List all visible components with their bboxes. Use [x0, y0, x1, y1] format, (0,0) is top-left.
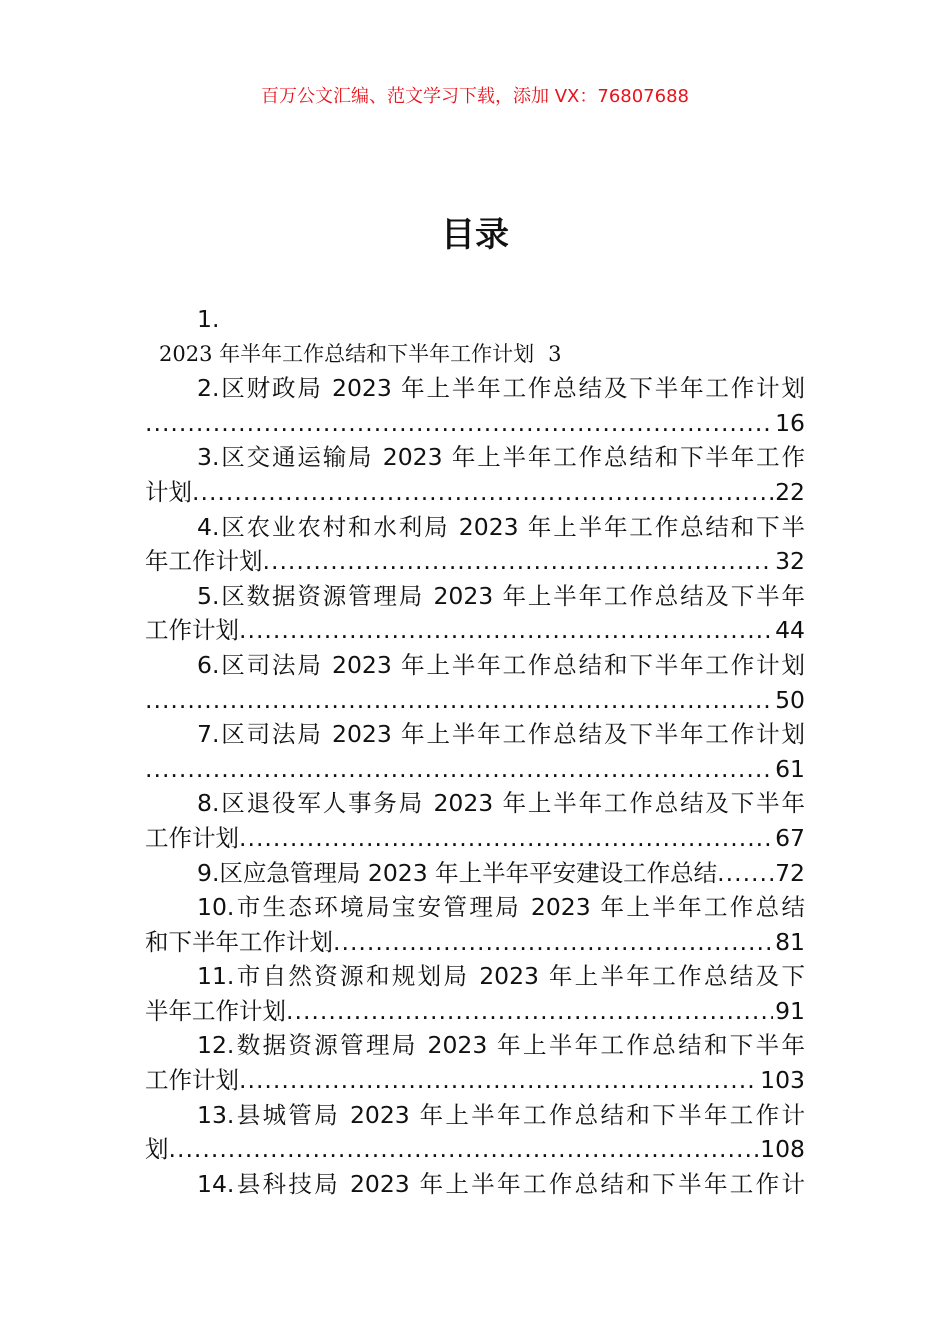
toc-entry-3-page: 22 — [775, 477, 805, 506]
toc-entry-11-dot-leader — [286, 994, 773, 1029]
toc-entry-10-title-line[interactable] — [145, 890, 805, 925]
toc-entry-3-leader-line[interactable] — [145, 475, 805, 510]
toc-entry-10-page: 81 — [775, 927, 805, 956]
toc-entry-8-dot-leader — [239, 821, 773, 856]
toc-entry-7-page: 61 — [775, 754, 805, 783]
toc-entry-12-leader-line[interactable] — [145, 1063, 805, 1098]
toc-entry-12-title: 12.数据资源管理局 2023 年上半年工作总结和下半年 — [197, 1031, 805, 1060]
toc-entry-14-title: 14.县科技局 2023 年上半年工作总结和下半年工作计 — [197, 1169, 805, 1198]
toc-entry-11-leader-line[interactable] — [145, 994, 805, 1029]
toc-entry-7-leader-line[interactable] — [145, 752, 805, 787]
toc-entry-6-leader-line[interactable] — [145, 683, 805, 718]
toc-entry-11-title-line[interactable] — [145, 959, 805, 994]
toc-entry-7-title-line[interactable] — [145, 717, 805, 752]
toc-entry-2-leader-line[interactable] — [145, 406, 805, 441]
header-watermark-text: 百万公文汇编、范文学习下载，添加 VX：76807688 — [261, 86, 689, 107]
toc-entry-2-title: 2.区财政局 2023 年上半年工作总结及下半年工作计划 — [197, 374, 805, 403]
toc-entry-13-dot-leader — [169, 1132, 759, 1167]
toc-entry-13-page: 108 — [760, 1135, 805, 1164]
toc-entry-1-number: 1. — [197, 305, 220, 333]
toc-entry-1-line[interactable] — [145, 337, 805, 372]
toc-entry-2-title-line[interactable] — [145, 371, 805, 406]
toc-entry-5-dot-leader — [239, 613, 773, 648]
toc-entry-5-page: 44 — [775, 616, 805, 645]
toc-entry-4-title-cont: 年工作计划 — [145, 547, 263, 576]
page-title: 目录 — [441, 215, 509, 255]
toc-entry-6-page: 50 — [775, 685, 805, 714]
table-of-contents — [145, 302, 805, 1201]
toc-entry-8-leader-line[interactable] — [145, 821, 805, 856]
toc-entry-1-title: 2023 年半年工作总结和下半年工作计划 — [159, 341, 535, 366]
toc-entry-9-page: 72 — [775, 858, 805, 887]
toc-entry-13-title-cont: 划 — [145, 1135, 169, 1164]
toc-entry-7-dot-leader — [145, 752, 773, 787]
toc-entry-7-title: 7.区司法局 2023 年上半年工作总结及下半年工作计划 — [197, 720, 805, 749]
toc-entry-9-title: 9.区应急管理局 2023 年上半年平安建设工作总结 — [197, 858, 718, 887]
toc-entry-2-dot-leader — [145, 406, 773, 441]
toc-entry-10-leader-line[interactable] — [145, 925, 805, 960]
toc-entry-5-leader-line[interactable] — [145, 613, 805, 648]
toc-entry-11-title-cont: 半年工作计划 — [145, 996, 286, 1025]
toc-entry-1-page: 3 — [548, 341, 562, 366]
toc-entry-4-page: 32 — [775, 547, 805, 576]
toc-entry-3-title-line[interactable] — [145, 440, 805, 475]
toc-entry-9-line[interactable] — [145, 856, 805, 891]
toc-entry-8-title: 8.区退役军人事务局 2023 年上半年工作总结及下半年 — [197, 789, 805, 818]
toc-entry-12-page: 103 — [760, 1066, 805, 1095]
toc-entry-11-page: 91 — [775, 996, 805, 1025]
toc-entry-10-title: 10.市生态环境局宝安管理局 2023 年上半年工作总结 — [197, 893, 805, 922]
toc-entry-13-title: 13.县城管局 2023 年上半年工作总结和下半年工作计 — [197, 1100, 805, 1129]
toc-entry-8-title-line[interactable] — [145, 786, 805, 821]
toc-entry-6-title-line[interactable] — [145, 648, 805, 683]
toc-entry-2-page: 16 — [775, 408, 805, 437]
toc-entry-4-title: 4.区农业农村和水利局 2023 年上半年工作总结和下半 — [197, 512, 805, 541]
toc-entry-14-title-line[interactable] — [145, 1167, 805, 1202]
toc-entry-5-title-line[interactable] — [145, 579, 805, 614]
toc-entry-12-dot-leader — [239, 1063, 758, 1098]
toc-entry-6-title: 6.区司法局 2023 年上半年工作总结和下半年工作计划 — [197, 650, 805, 679]
toc-entry-4-leader-line[interactable] — [145, 544, 805, 579]
toc-entry-4-dot-leader — [263, 544, 774, 579]
toc-entry-12-title-cont: 工作计划 — [145, 1066, 239, 1095]
toc-entry-9-dot-leader — [717, 856, 773, 891]
toc-entry-5-title-cont: 工作计划 — [145, 616, 239, 645]
toc-entry-5-title: 5.区数据资源管理局 2023 年上半年工作总结及下半年 — [197, 581, 805, 610]
toc-entry-3-title-cont: 计划 — [145, 477, 192, 506]
toc-entry-8-title-cont: 工作计划 — [145, 823, 239, 852]
toc-entry-1-number-line[interactable] — [145, 302, 805, 337]
toc-entry-6-dot-leader — [145, 683, 773, 718]
toc-entry-13-title-line[interactable] — [145, 1098, 805, 1133]
toc-entry-3-dot-leader — [192, 475, 773, 510]
toc-entry-11-title: 11.市自然资源和规划局 2023 年上半年工作总结及下 — [197, 962, 805, 991]
toc-entry-12-title-line[interactable] — [145, 1028, 805, 1063]
toc-entry-3-title: 3.区交通运输局 2023 年上半年工作总结和下半年工作 — [197, 443, 805, 472]
toc-entry-13-leader-line[interactable] — [145, 1132, 805, 1167]
toc-entry-10-dot-leader — [333, 925, 773, 960]
toc-entry-8-page: 67 — [775, 823, 805, 852]
toc-entry-4-title-line[interactable] — [145, 510, 805, 545]
toc-entry-10-title-cont: 和下半年工作计划 — [145, 927, 333, 956]
